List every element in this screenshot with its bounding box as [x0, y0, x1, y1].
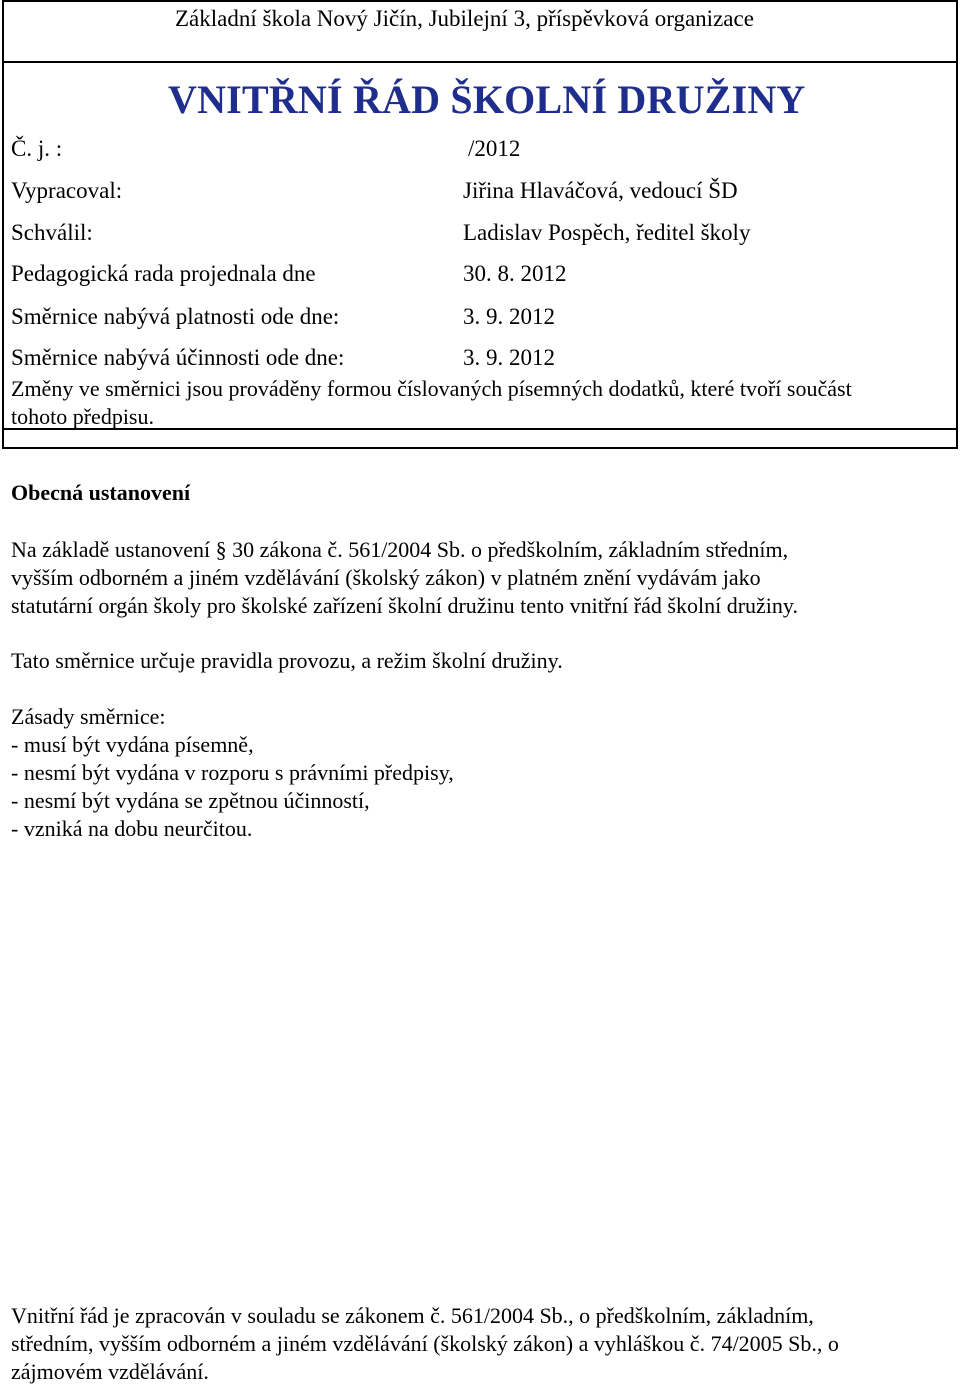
effect-label: Směrnice nabývá účinnosti ode dne:: [11, 345, 345, 370]
changes-line-2: tohoto předpisu.: [11, 404, 154, 429]
intro-line-3: statutární orgán školy pro školské zařízení školní družinu tento vnitřní řád školní družiny.: [11, 593, 798, 618]
footer-line-3: zájmovém vzdělávání.: [11, 1359, 209, 1384]
header-divider: [2, 61, 958, 63]
footer-line-2: středním, vyšším odborném a jiném vzdělávání (školský zákon) a vyhláškou č. 74/2005 Sb., o: [11, 1331, 839, 1356]
validity-value: 3. 9. 2012: [463, 304, 555, 329]
section-heading: Obecná ustanovení: [11, 480, 191, 505]
ref-value: /2012: [468, 136, 521, 161]
changes-line-1: Změny ve směrnici jsou prováděny formou číslovaných písemných dodatků, které tvoří součást: [11, 376, 852, 401]
page-title: VNITŘNÍ ŘÁD ŠKOLNÍ DRUŽINY: [168, 77, 806, 122]
council-value: 30. 8. 2012: [463, 261, 567, 286]
principles-list: [11, 703, 946, 843]
prepared-value: Jiřina Hlaváčová, vedoucí ŠD: [463, 178, 738, 203]
intro-line-1: Na základě ustanovení § 30 zákona č. 561/2004 Sb. o předškolním, základním středním,: [11, 537, 789, 562]
principle-item: - musí být vydána písemně,: [11, 732, 254, 757]
footer-paragraph: [11, 1302, 946, 1386]
ref-label: Č. j. :: [11, 136, 63, 161]
footer-line-1: Vnitřní řád je zpracován v souladu se zákonem č. 561/2004 Sb., o předškolním, základním,: [11, 1303, 814, 1328]
organization-name: Základní škola Nový Jičín, Jubilejní 3, příspěvková organizace: [175, 6, 754, 31]
approved-label: Schválil:: [11, 220, 93, 245]
effect-value: 3. 9. 2012: [463, 345, 555, 370]
principles-title: Zásady směrnice:: [11, 704, 166, 729]
approved-value: Ladislav Pospěch, ředitel školy: [463, 220, 751, 245]
principle-item: - vzniká na dobu neurčitou.: [11, 816, 253, 841]
intro-line-2: vyšším odborném a jiném vzdělávání (školský zákon) v platném znění vydávám jako: [11, 565, 761, 590]
council-label: Pedagogická rada projednala dne: [11, 261, 316, 286]
principle-item: - nesmí být vydána v rozporu s právními předpisy,: [11, 760, 454, 785]
intro-paragraph: [11, 536, 946, 620]
principle-item: - nesmí být vydána se zpětnou účinností,: [11, 788, 370, 813]
scope-paragraph: Tato směrnice určuje pravidla provozu, a režim školní družiny.: [11, 648, 563, 673]
prepared-label: Vypracoval:: [11, 178, 123, 203]
validity-label: Směrnice nabývá platnosti ode dne:: [11, 304, 340, 329]
